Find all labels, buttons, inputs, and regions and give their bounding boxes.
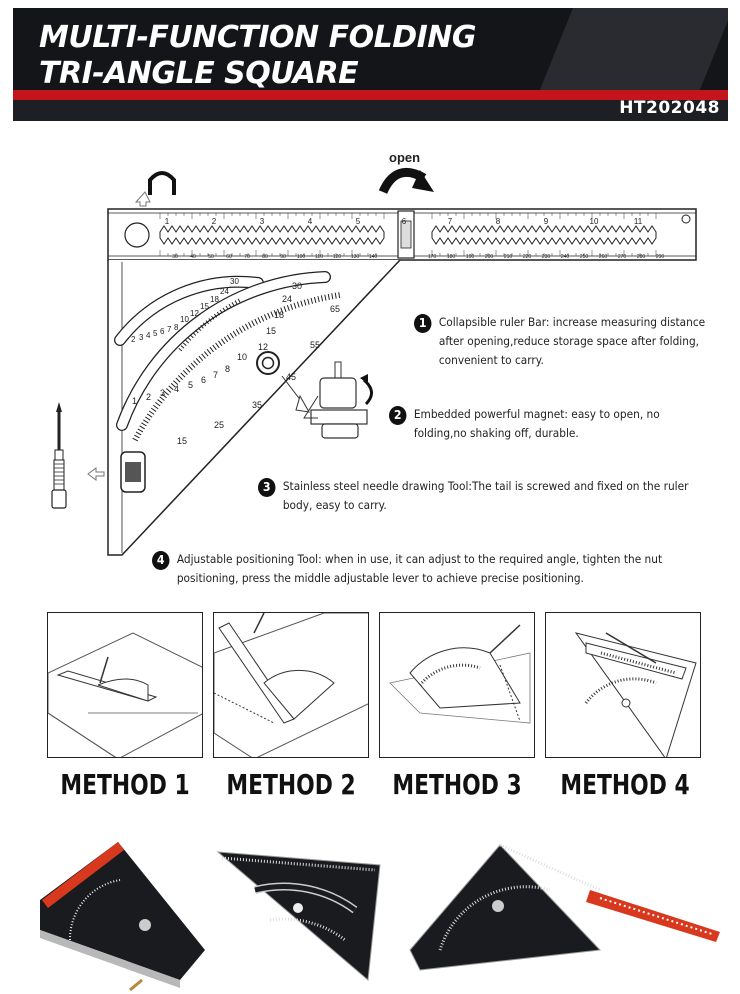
title-line-1: MULTI-FUNCTION FOLDING [39, 20, 477, 55]
ruler-bottom-number: 170 [427, 254, 437, 260]
product-photo-2 [218, 852, 380, 980]
ruler-bottom-number: 230 [541, 254, 551, 260]
ruler-top-number: 8 [495, 217, 501, 226]
method-4-label: METHOD 4 [560, 768, 690, 801]
ruler-bottom-number: 240 [560, 254, 570, 260]
arc-outer-number: 12 [190, 309, 199, 318]
method-3-drawing [380, 613, 535, 758]
ruler-bottom-number: 210 [503, 254, 513, 260]
ruler-top-number: 6 [401, 217, 407, 226]
ruler-bottom-number: 260 [598, 254, 608, 260]
arc-outer-number: 8 [174, 323, 179, 332]
arc-inner-number: 3 [160, 388, 166, 398]
ruler-bottom-number: 50 [208, 254, 214, 260]
feature-collapsible-ruler [414, 313, 708, 370]
arc-outer-number: 30 [230, 277, 239, 286]
arc-inner-number: 18 [274, 310, 285, 320]
needle-tool-illustration [52, 402, 66, 508]
ruler-bottom-number: 80 [262, 254, 268, 260]
method-4-illustration [545, 612, 701, 758]
method-1-label: METHOD 1 [60, 768, 190, 801]
arc-inner-number: 12 [258, 342, 269, 352]
arc-inner-number: 2 [146, 392, 152, 402]
product-photo-3 [410, 845, 720, 970]
ruler-bar [108, 209, 696, 260]
feature-needle-tool [258, 477, 695, 515]
title-line-2: TRI-ANGLE SQUARE [39, 56, 359, 91]
ruler-top-number: 4 [307, 217, 313, 226]
ruler-bottom-number: 100 [296, 254, 306, 260]
angle-number: 65 [330, 304, 341, 314]
ruler-bottom-number: 130 [350, 254, 360, 260]
feature-text: Embedded powerful magnet: easy to open, no folding,no shaking off, durable. [413, 407, 660, 440]
angle-number: 35 [252, 400, 263, 410]
ruler-top-number: 3 [259, 217, 265, 226]
arc-inner-number: 10 [237, 352, 248, 362]
angle-number: 55 [310, 340, 321, 350]
magnet-arrow-icon [136, 192, 150, 206]
ruler-bottom-number: 30 [172, 254, 178, 260]
arc-inner-number: 15 [266, 326, 277, 336]
ruler-bottom-number: 250 [579, 254, 589, 260]
arc-outer-number: 15 [200, 302, 209, 311]
open-arrow-icon [383, 170, 434, 192]
ruler-bottom-number: 120 [332, 254, 342, 260]
angle-number: 15 [177, 436, 188, 446]
magnet-icon [150, 173, 174, 195]
method-3-label: METHOD 3 [392, 768, 522, 801]
arc-outer-number: 5 [153, 329, 158, 338]
ruler-bottom-number: 70 [244, 254, 250, 260]
product-photos [0, 830, 740, 994]
arc-inner-number: 24 [282, 294, 293, 304]
ruler-bottom-number: 90 [280, 254, 286, 260]
model-code: HT202048 [619, 98, 720, 118]
ruler-top-number: 10 [589, 217, 599, 226]
arc-outer-number: 6 [160, 327, 165, 336]
ruler-bottom-number: 280 [636, 254, 646, 260]
ruler-bottom-number: 220 [522, 254, 532, 260]
method-2-illustration [213, 612, 369, 758]
method-2-drawing [214, 613, 369, 758]
feature-number-badge: 3 [258, 478, 275, 497]
ruler-top-number: 9 [543, 217, 549, 226]
method-2-label: METHOD 2 [226, 768, 356, 801]
arc-inner-number: 4 [174, 384, 180, 394]
feature-embedded-magnet [389, 405, 706, 443]
arc-outer-number: 4 [146, 331, 151, 340]
arc-outer-number: 3 [139, 333, 144, 342]
method-1-drawing [48, 613, 203, 758]
feature-text: Adjustable positioning Tool: when in use, it can adjust to the required angle, tighten the nut positioning, press the middle adjustable lever to achieve precise positioning. [176, 552, 663, 585]
ruler-bottom-number: 40 [190, 254, 196, 260]
ruler-bottom-number: 270 [617, 254, 627, 260]
arc-outer-number: 18 [210, 295, 219, 304]
method-1-illustration [47, 612, 203, 758]
feature-number-badge: 1 [414, 314, 431, 333]
ruler-bottom-number: 290 [655, 254, 665, 260]
arc-outer-number: 7 [167, 325, 172, 334]
arc-inner-number: 30 [292, 281, 303, 291]
arc-inner-number: 8 [225, 364, 231, 374]
feature-number-badge: 2 [389, 406, 406, 425]
feature-text: Collapsible ruler Bar: increase measuring distance after opening,reduce storage space after folding, convenient to carry. [438, 315, 706, 367]
ruler-bottom-number: 60 [226, 254, 232, 260]
product-photo-1 [40, 842, 205, 990]
arc-outer-number: 2 [131, 335, 136, 344]
method-3-illustration [379, 612, 535, 758]
ruler-bottom-number: 200 [484, 254, 494, 260]
feature-number-badge: 4 [152, 551, 169, 570]
feature-positioning-tool [152, 550, 695, 588]
ruler-bottom-number: 190 [465, 254, 475, 260]
angle-number: 25 [214, 420, 225, 430]
needle-arrow-icon [88, 468, 104, 480]
arc-inner-number: 6 [201, 375, 207, 385]
method-4-drawing [546, 613, 701, 758]
open-label: open [389, 150, 421, 165]
ruler-bottom-number: 110 [315, 254, 323, 260]
angle-number: 45 [286, 372, 297, 382]
feature-text: Stainless steel needle drawing Tool:The tail is screwed and fixed on the ruler body, easy to carry. [282, 479, 689, 512]
arc-outer-number: 10 [180, 315, 189, 324]
ruler-top-number: 2 [211, 217, 217, 226]
ruler-top-number: 11 [633, 217, 643, 226]
ruler-top-number: 1 [164, 217, 170, 226]
arc-inner-number: 1 [132, 396, 138, 406]
ruler-top-number: 7 [447, 217, 453, 226]
ruler-bottom-number: 180 [446, 254, 456, 260]
ruler-bottom-number: 140 [368, 254, 378, 260]
arc-outer-number: 24 [220, 287, 229, 296]
arc-inner-number: 7 [213, 370, 219, 380]
arc-inner-number: 5 [188, 380, 194, 390]
ruler-top-number: 5 [355, 217, 361, 226]
